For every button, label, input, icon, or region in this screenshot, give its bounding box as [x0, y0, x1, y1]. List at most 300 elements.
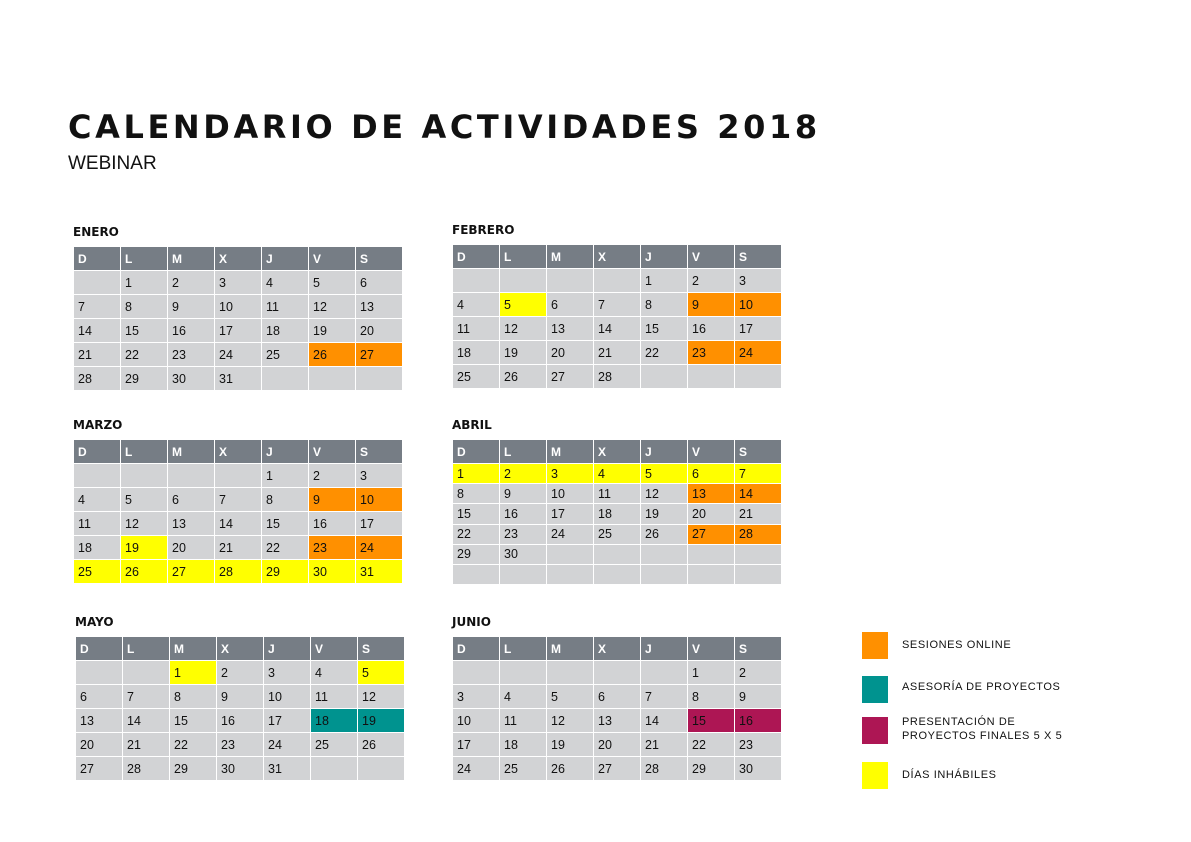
day-cell: 23	[500, 524, 547, 544]
day-cell: 24	[356, 536, 403, 560]
day-cell: 14	[215, 512, 262, 536]
empty-cell	[547, 661, 594, 685]
day-cell: 6	[356, 271, 403, 295]
day-cell: 9	[688, 293, 735, 317]
day-cell: 28	[594, 365, 641, 389]
month-name: MAYO	[75, 615, 114, 629]
day-cell: 3	[215, 271, 262, 295]
week-row	[453, 365, 782, 389]
day-cell: 17	[453, 733, 500, 757]
day-cell: 19	[641, 504, 688, 524]
day-cell: 20	[168, 536, 215, 560]
day-cell: 14	[641, 709, 688, 733]
month-name: ENERO	[73, 225, 119, 239]
legend-label: DÍAS INHÁBILES	[902, 769, 997, 781]
day-cell: 28	[215, 560, 262, 584]
week-row	[453, 544, 782, 564]
empty-cell	[453, 661, 500, 685]
day-cell: 22	[121, 343, 168, 367]
day-cell: 28	[735, 524, 782, 544]
weekday-header: L	[500, 245, 547, 269]
day-cell: 14	[594, 317, 641, 341]
empty-cell	[311, 757, 358, 781]
day-cell: 22	[170, 733, 217, 757]
weekday-header: L	[123, 637, 170, 661]
month-febrero	[452, 222, 782, 389]
day-cell: 4	[594, 464, 641, 484]
month-table	[452, 636, 782, 781]
week-row	[76, 685, 405, 709]
weekday-header: S	[356, 247, 403, 271]
weekday-header: V	[688, 245, 735, 269]
day-cell: 14	[74, 319, 121, 343]
empty-cell	[594, 564, 641, 584]
weekday-header: D	[74, 247, 121, 271]
day-cell: 3	[547, 464, 594, 484]
day-cell: 20	[356, 319, 403, 343]
day-cell: 19	[358, 709, 405, 733]
week-row	[453, 464, 782, 484]
weekday-header: D	[453, 440, 500, 464]
week-row	[453, 524, 782, 544]
day-cell: 7	[594, 293, 641, 317]
weekday-header: J	[641, 440, 688, 464]
day-cell: 23	[309, 536, 356, 560]
day-cell: 15	[121, 319, 168, 343]
day-cell: 14	[123, 709, 170, 733]
day-cell: 7	[735, 464, 782, 484]
empty-cell	[641, 365, 688, 389]
day-cell: 20	[547, 341, 594, 365]
weekday-header: D	[74, 440, 121, 464]
day-cell: 27	[688, 524, 735, 544]
weekday-header: J	[262, 440, 309, 464]
day-cell: 5	[358, 661, 405, 685]
day-cell: 23	[735, 733, 782, 757]
day-cell: 3	[356, 464, 403, 488]
weekday-header: L	[500, 637, 547, 661]
day-cell: 12	[358, 685, 405, 709]
day-cell: 27	[76, 757, 123, 781]
week-row	[74, 271, 403, 295]
day-cell: 26	[309, 343, 356, 367]
week-row	[453, 341, 782, 365]
weekday-header: V	[309, 440, 356, 464]
week-row	[76, 757, 405, 781]
day-cell: 19	[309, 319, 356, 343]
day-cell: 10	[356, 488, 403, 512]
day-cell: 27	[356, 343, 403, 367]
week-row	[74, 319, 403, 343]
empty-cell	[688, 365, 735, 389]
weekday-header: S	[735, 245, 782, 269]
month-mayo	[75, 614, 405, 781]
day-cell: 8	[121, 295, 168, 319]
day-cell: 8	[262, 488, 309, 512]
day-cell: 5	[500, 293, 547, 317]
day-cell: 13	[594, 709, 641, 733]
week-row	[76, 709, 405, 733]
day-cell: 4	[262, 271, 309, 295]
empty-cell	[121, 464, 168, 488]
empty-cell	[547, 269, 594, 293]
empty-cell	[168, 464, 215, 488]
day-cell: 2	[217, 661, 264, 685]
day-cell: 4	[453, 293, 500, 317]
week-row	[453, 317, 782, 341]
empty-cell	[500, 661, 547, 685]
weekday-header-row	[74, 440, 403, 464]
day-cell: 29	[121, 367, 168, 391]
week-row	[74, 512, 403, 536]
week-row	[74, 343, 403, 367]
day-cell: 7	[123, 685, 170, 709]
day-cell: 1	[453, 464, 500, 484]
weekday-header-row	[76, 637, 405, 661]
week-row	[453, 757, 782, 781]
empty-cell	[453, 269, 500, 293]
day-cell: 9	[168, 295, 215, 319]
day-cell: 9	[309, 488, 356, 512]
empty-cell	[358, 757, 405, 781]
day-cell: 9	[735, 685, 782, 709]
day-cell: 25	[453, 365, 500, 389]
day-cell: 13	[688, 484, 735, 504]
week-row	[76, 661, 405, 685]
weekday-header: M	[547, 440, 594, 464]
day-cell: 4	[500, 685, 547, 709]
month-table	[75, 636, 405, 781]
day-cell: 2	[735, 661, 782, 685]
day-cell: 5	[641, 464, 688, 484]
day-cell: 11	[311, 685, 358, 709]
day-cell: 15	[262, 512, 309, 536]
month-table	[73, 246, 403, 391]
day-cell: 24	[264, 733, 311, 757]
day-cell: 6	[168, 488, 215, 512]
empty-cell	[356, 367, 403, 391]
legend-swatch	[862, 632, 888, 659]
weekday-header: M	[168, 247, 215, 271]
empty-cell	[594, 544, 641, 564]
day-cell: 24	[547, 524, 594, 544]
empty-cell	[641, 564, 688, 584]
empty-cell	[735, 365, 782, 389]
day-cell: 16	[735, 709, 782, 733]
week-row	[453, 709, 782, 733]
day-cell: 6	[594, 685, 641, 709]
day-cell: 29	[688, 757, 735, 781]
day-cell: 12	[641, 484, 688, 504]
empty-cell	[76, 661, 123, 685]
weekday-header: S	[735, 637, 782, 661]
day-cell: 15	[453, 504, 500, 524]
day-cell: 28	[123, 757, 170, 781]
day-cell: 2	[688, 269, 735, 293]
month-name: ABRIL	[452, 418, 492, 432]
day-cell: 30	[500, 544, 547, 564]
day-cell: 11	[453, 317, 500, 341]
day-cell: 24	[215, 343, 262, 367]
day-cell: 2	[500, 464, 547, 484]
day-cell: 21	[641, 733, 688, 757]
day-cell: 24	[735, 341, 782, 365]
week-row	[453, 661, 782, 685]
day-cell: 16	[217, 709, 264, 733]
day-cell: 29	[262, 560, 309, 584]
day-cell: 9	[217, 685, 264, 709]
day-cell: 17	[356, 512, 403, 536]
weekday-header: X	[215, 440, 262, 464]
month-table	[452, 439, 782, 585]
day-cell: 8	[641, 293, 688, 317]
legend-label: ASESORÍA DE PROYECTOS	[902, 681, 1061, 693]
weekday-header-row	[453, 245, 782, 269]
weekday-header: V	[309, 247, 356, 271]
day-cell: 13	[356, 295, 403, 319]
day-cell: 1	[170, 661, 217, 685]
day-cell: 15	[688, 709, 735, 733]
day-cell: 19	[500, 341, 547, 365]
weekday-header: D	[453, 637, 500, 661]
week-row	[76, 733, 405, 757]
weekday-header: L	[121, 247, 168, 271]
week-row	[74, 536, 403, 560]
day-cell: 23	[168, 343, 215, 367]
day-cell: 16	[688, 317, 735, 341]
weekday-header: L	[500, 440, 547, 464]
day-cell: 27	[594, 757, 641, 781]
day-cell: 30	[217, 757, 264, 781]
week-row	[453, 269, 782, 293]
day-cell: 27	[547, 365, 594, 389]
day-cell: 3	[453, 685, 500, 709]
day-cell: 18	[74, 536, 121, 560]
day-cell: 7	[215, 488, 262, 512]
day-cell: 3	[264, 661, 311, 685]
page-title: CALENDARIO DE ACTIVIDADES 2018	[68, 108, 821, 146]
weekday-header: J	[264, 637, 311, 661]
empty-cell	[74, 271, 121, 295]
day-cell: 16	[309, 512, 356, 536]
weekday-header: J	[641, 637, 688, 661]
day-cell: 14	[735, 484, 782, 504]
empty-cell	[453, 564, 500, 584]
empty-cell	[123, 661, 170, 685]
day-cell: 17	[264, 709, 311, 733]
day-cell: 10	[735, 293, 782, 317]
empty-cell	[500, 269, 547, 293]
day-cell: 1	[641, 269, 688, 293]
day-cell: 25	[500, 757, 547, 781]
day-cell: 12	[309, 295, 356, 319]
day-cell: 21	[123, 733, 170, 757]
month-marzo	[73, 417, 403, 584]
day-cell: 1	[262, 464, 309, 488]
day-cell: 5	[309, 271, 356, 295]
day-cell: 6	[688, 464, 735, 484]
weekday-header: X	[594, 637, 641, 661]
day-cell: 30	[168, 367, 215, 391]
day-cell: 3	[735, 269, 782, 293]
empty-cell	[688, 544, 735, 564]
day-cell: 21	[74, 343, 121, 367]
empty-cell	[594, 269, 641, 293]
day-cell: 13	[76, 709, 123, 733]
week-row	[74, 464, 403, 488]
day-cell: 6	[547, 293, 594, 317]
day-cell: 26	[358, 733, 405, 757]
day-cell: 26	[500, 365, 547, 389]
day-cell: 29	[453, 544, 500, 564]
day-cell: 11	[74, 512, 121, 536]
day-cell: 24	[453, 757, 500, 781]
day-cell: 7	[74, 295, 121, 319]
weekday-header: J	[262, 247, 309, 271]
month-abril	[452, 417, 782, 585]
day-cell: 22	[453, 524, 500, 544]
empty-cell	[309, 367, 356, 391]
day-cell: 5	[121, 488, 168, 512]
day-cell: 25	[594, 524, 641, 544]
day-cell: 18	[262, 319, 309, 343]
week-row	[74, 295, 403, 319]
month-name: JUNIO	[452, 615, 491, 629]
week-row	[74, 488, 403, 512]
weekday-header-row	[453, 440, 782, 464]
weekday-header: M	[547, 245, 594, 269]
day-cell: 20	[688, 504, 735, 524]
day-cell: 1	[688, 661, 735, 685]
day-cell: 26	[641, 524, 688, 544]
weekday-header: X	[594, 245, 641, 269]
day-cell: 1	[121, 271, 168, 295]
legend-swatch	[862, 676, 888, 703]
day-cell: 10	[453, 709, 500, 733]
empty-cell	[688, 564, 735, 584]
day-cell: 27	[168, 560, 215, 584]
weekday-header: S	[358, 637, 405, 661]
day-cell: 2	[309, 464, 356, 488]
day-cell: 21	[215, 536, 262, 560]
day-cell: 17	[215, 319, 262, 343]
day-cell: 28	[74, 367, 121, 391]
day-cell: 30	[735, 757, 782, 781]
day-cell: 22	[688, 733, 735, 757]
week-row	[453, 293, 782, 317]
day-cell: 15	[170, 709, 217, 733]
day-cell: 13	[547, 317, 594, 341]
day-cell: 19	[547, 733, 594, 757]
weekday-header: J	[641, 245, 688, 269]
month-junio	[452, 614, 782, 781]
day-cell: 11	[594, 484, 641, 504]
weekday-header: M	[168, 440, 215, 464]
day-cell: 4	[74, 488, 121, 512]
day-cell: 17	[547, 504, 594, 524]
day-cell: 22	[262, 536, 309, 560]
week-row	[453, 733, 782, 757]
day-cell: 18	[500, 733, 547, 757]
day-cell: 15	[641, 317, 688, 341]
day-cell: 8	[453, 484, 500, 504]
day-cell: 9	[500, 484, 547, 504]
day-cell: 18	[311, 709, 358, 733]
legend-swatch	[862, 762, 888, 789]
weekday-header: D	[453, 245, 500, 269]
day-cell: 23	[217, 733, 264, 757]
day-cell: 25	[311, 733, 358, 757]
day-cell: 11	[500, 709, 547, 733]
day-cell: 25	[74, 560, 121, 584]
month-name: FEBRERO	[452, 223, 515, 237]
day-cell: 17	[735, 317, 782, 341]
empty-cell	[262, 367, 309, 391]
day-cell: 10	[215, 295, 262, 319]
day-cell: 21	[735, 504, 782, 524]
weekday-header: S	[735, 440, 782, 464]
empty-cell	[641, 661, 688, 685]
day-cell: 12	[121, 512, 168, 536]
month-table	[452, 244, 782, 389]
day-cell: 7	[641, 685, 688, 709]
day-cell: 21	[594, 341, 641, 365]
empty-cell	[74, 464, 121, 488]
weekday-header: D	[76, 637, 123, 661]
empty-cell	[641, 544, 688, 564]
day-cell: 20	[594, 733, 641, 757]
empty-cell	[735, 564, 782, 584]
day-cell: 2	[168, 271, 215, 295]
day-cell: 6	[76, 685, 123, 709]
empty-cell	[594, 661, 641, 685]
month-name: MARZO	[73, 418, 123, 432]
day-cell: 30	[309, 560, 356, 584]
empty-cell	[735, 544, 782, 564]
empty-cell	[215, 464, 262, 488]
weekday-header: S	[356, 440, 403, 464]
empty-cell	[547, 544, 594, 564]
week-row	[74, 560, 403, 584]
weekday-header: M	[170, 637, 217, 661]
week-row	[453, 484, 782, 504]
day-cell: 31	[215, 367, 262, 391]
weekday-header: V	[688, 440, 735, 464]
day-cell: 13	[168, 512, 215, 536]
weekday-header: X	[215, 247, 262, 271]
day-cell: 16	[168, 319, 215, 343]
day-cell: 16	[500, 504, 547, 524]
weekday-header: V	[311, 637, 358, 661]
day-cell: 20	[76, 733, 123, 757]
empty-cell	[547, 564, 594, 584]
day-cell: 10	[547, 484, 594, 504]
month-table	[73, 439, 403, 584]
day-cell: 31	[264, 757, 311, 781]
day-cell: 31	[356, 560, 403, 584]
weekday-header-row	[453, 637, 782, 661]
week-row	[453, 504, 782, 524]
day-cell: 8	[170, 685, 217, 709]
day-cell: 26	[547, 757, 594, 781]
day-cell: 19	[121, 536, 168, 560]
day-cell: 10	[264, 685, 311, 709]
day-cell: 12	[547, 709, 594, 733]
weekday-header: M	[547, 637, 594, 661]
month-enero	[73, 224, 403, 391]
day-cell: 8	[688, 685, 735, 709]
day-cell: 29	[170, 757, 217, 781]
